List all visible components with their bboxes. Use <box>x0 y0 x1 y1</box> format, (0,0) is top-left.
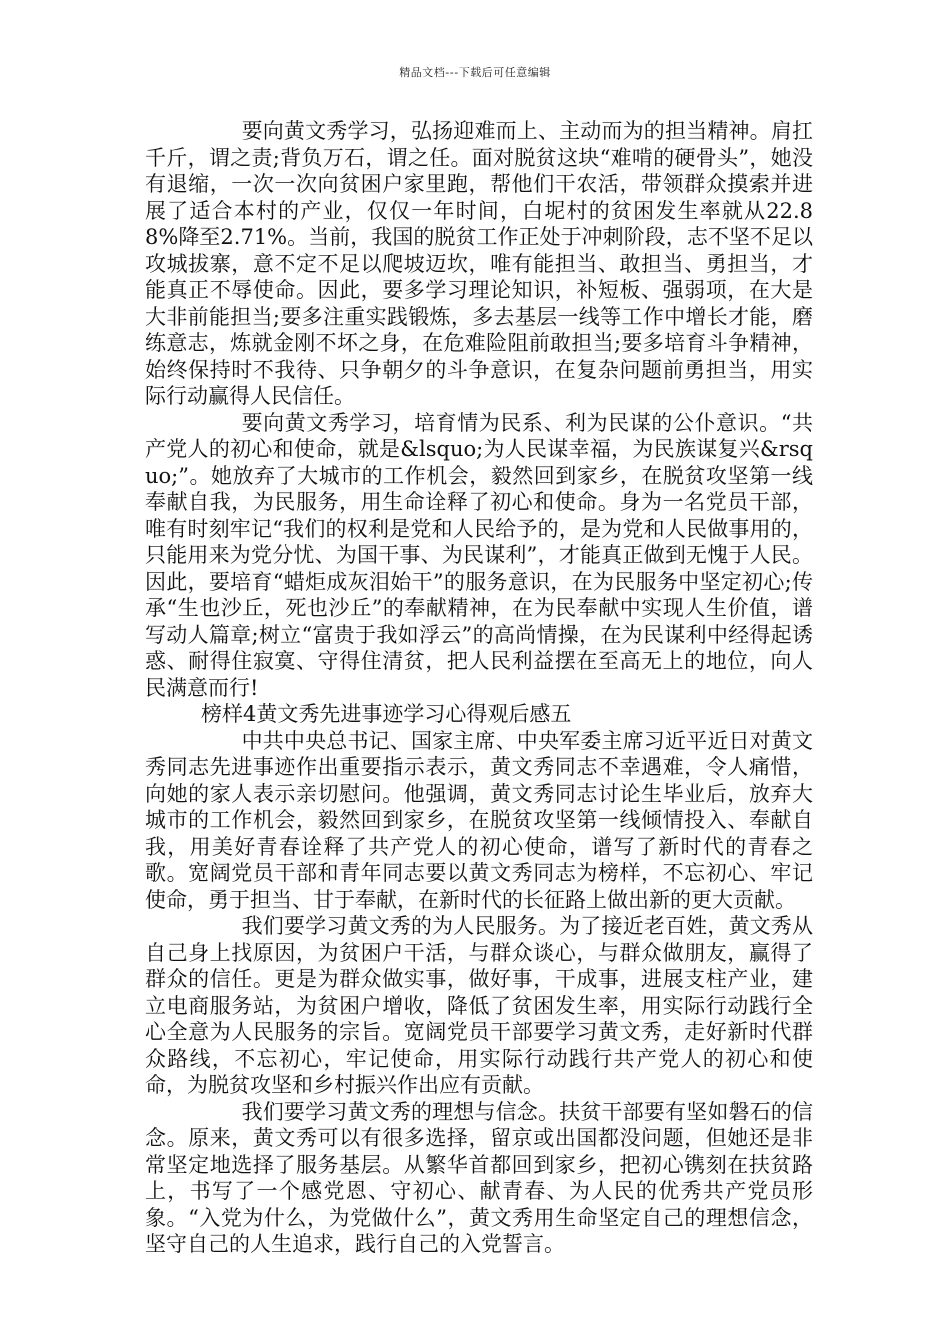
paragraph-4: 我们要学习黄文秀的为人民服务。为了接近老百姓，黄文秀从自己身上找原因，为贫困户干活，与群众谈心，与群众做朋友，赢得了群众的信任。更是为群众做实事，做好事，干成事，进展支柱产业，建立电商服务站，为贫困户增收，降低了贫困发生率，用实际行动践行全心全意为人民服务的宗旨。宽阔党员干部要学习黄文秀，走好新时代群众路线，不忘初心，牢记使命，用实际行动践行共产党人的初心和使命，为脱贫攻坚和乡村振兴作出应有贡献。 <box>145 914 813 1097</box>
page-header: 精品文档---下载后可任意编辑 <box>399 66 551 79</box>
section-heading: 榜样4黄文秀先进事迹学习心得观后感五 <box>201 702 572 726</box>
paragraph-2: 要向黄文秀学习，培育情为民系、利为民谋的公仆意识。“共产党人的初心和使命，就是&lsquo;为人民谋幸福，为民族谋复兴&rsquo;”。她放弃了大城市的工作机会，毅然回到家乡，在脱贫攻坚第一线奉献自我，为民服务，用生命诠释了初心和使命。身为一名党员干部，唯有时刻牢记“我们的权利是党和人民给予的，是为党和人民做事用的，只能用来为党分忧、为国干事、为民谋利”，才能真正做到无愧于人民。因此，要培育“蜡炬成灰泪始干”的服务意识，在为民服务中坚定初心;传承“生也沙丘，死也沙丘”的奉献精神，在为民奉献中实现人生价值，谱写动人篇章;树立“富贵于我如浮云”的高尚情操，在为民谋利中经得起诱惑、耐得住寂寞、守得住清贫，把人民利益摆在至高无上的地位，向人民满意而行! <box>145 410 813 700</box>
paragraph-5: 我们要学习黄文秀的理想与信念。扶贫干部要有坚如磐石的信念。原来，黄文秀可以有很多选择，留京或出国都没问题，但她还是非常坚定地选择了服务基层。从繁华首都回到家乡，把初心镌刻在扶贫路上，书写了一个感党恩、守初心、献青春、为人民的优秀共产党员形象。“入党为什么，为党做什么”，黄文秀用生命坚定自己的理想信念，坚守自己的人生追求，践行自己的入党誓言。 <box>145 1099 813 1256</box>
paragraph-3: 中共中央总书记、国家主席、中央军委主席习近平近日对黄文秀同志先进事迹作出重要指示表示，黄文秀同志不幸遇难，令人痛惜，向她的家人表示亲切慰问。他强调，黄文秀同志讨论生毕业后，放弃大城市的工作机会，毅然回到家乡，在脱贫攻坚第一线倾情投入、奉献自我，用美好青春诠释了共产党人的初心使命，谱写了新时代的青春之歌。宽阔党员干部和青年同志要以黄文秀同志为榜样，不忘初心、牢记使命，勇于担当、甘于奉献，在新时代的长征路上做出新的更大贡献。 <box>145 728 813 912</box>
paragraph-1: 要向黄文秀学习，弘扬迎难而上、主动而为的担当精神。肩扛千斤，谓之责;背负万石，谓之任。面对脱贫这块“难啃的硬骨头”，她没有退缩，一次一次向贫困户家里跑，帮他们干农活，带领群众摸索并进展了适合本村的产业，仅仅一年时间，白坭村的贫困发生率就从22.88%降至2.71%。当前，我国的脱贫工作正处于冲刺阶段，志不坚不足以攻城拔寨，意不定不足以爬坡迈坎，唯有能担当、敢担当、勇担当，才能真正不辱使命。因此，要多学习理论知识，补短板、强弱项，在大是大非前能担当;要多注重实践锻炼，多去基层一线等工作中增长才能，磨练意志，炼就金刚不坏之身，在危难险阻前敢担当;要多培育斗争精神，始终保持时不我待、只争朝夕的斗争意识，在复杂问题前勇担当，用实际行动赢得人民信任。 <box>145 119 813 408</box>
document-body <box>145 118 813 1258</box>
